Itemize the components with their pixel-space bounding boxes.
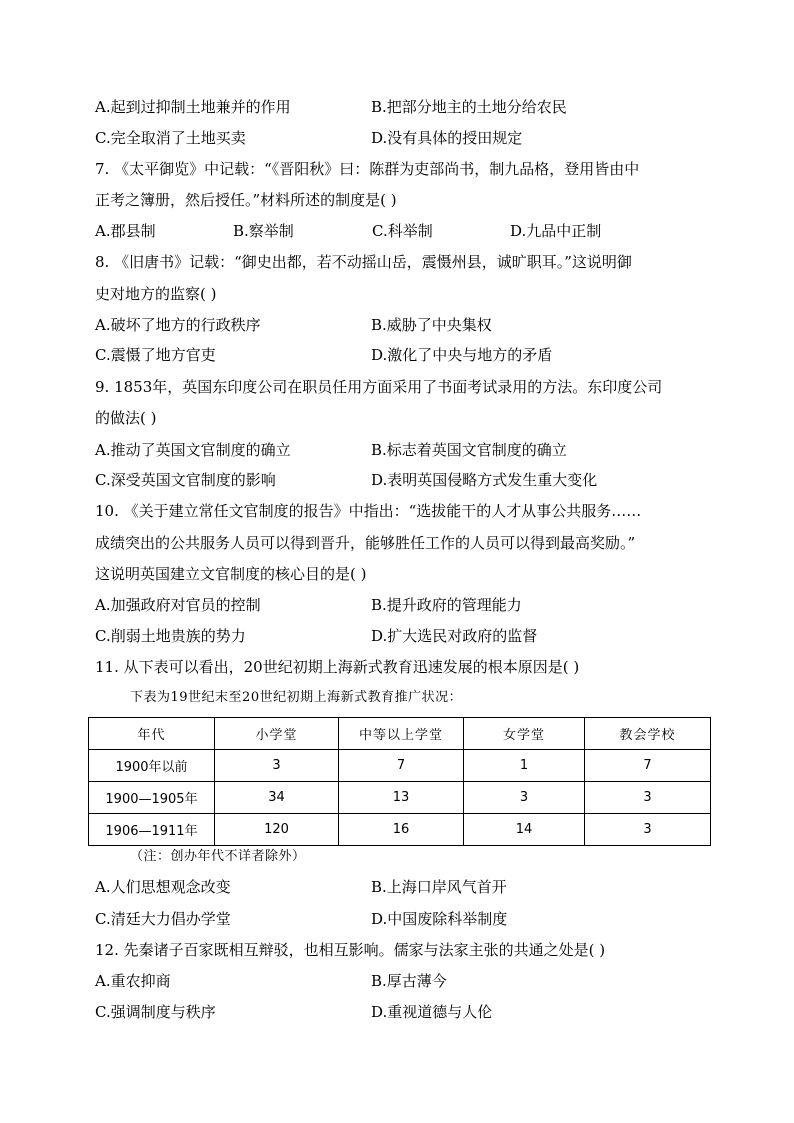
q9-options [95, 440, 715, 460]
table-cell: 16 [339, 814, 464, 846]
q8-stem-line2: 史对地方的监察( ) [95, 285, 217, 303]
q6-option-d[interactable]: D.没有具体的授田规定 [371, 129, 523, 147]
q11-option-c[interactable]: C.清廷大力倡办学堂 [95, 910, 231, 928]
q9-option-b[interactable]: B.标志着英国文官制度的确立 [371, 441, 567, 459]
q12-option-d[interactable]: D.重视道德与人伦 [371, 1003, 493, 1021]
table-header-row [89, 718, 711, 750]
q9-option-c[interactable]: C.深受英国文官制度的影响 [95, 471, 276, 489]
q8-option-d[interactable]: D.激化了中央与地方的矛盾 [371, 346, 553, 364]
q9-stem-line2: 的做法( ) [95, 409, 157, 427]
q11-options-row2 [95, 909, 715, 929]
table-cell: 34 [215, 782, 339, 814]
table-header-cell: 教会学校 [585, 718, 711, 750]
q8-stem-line1: 8. 《旧唐书》记载：“御史出都，若不动摇山岳，震慑州县，诚旷职耳。”这说明御 [95, 253, 632, 271]
table-header-cell: 小学堂 [215, 718, 339, 750]
q7-option-a[interactable]: A.郡县制 [95, 222, 156, 240]
q9-stem-line1: 9. 1853年，英国东印度公司在职员任用方面采用了书面考试录用的方法。东印度公司 [95, 378, 663, 396]
q12-stem-line1: 12. 先秦诸子百家既相互辩驳，也相互影响。儒家与法家主张的共通之处是( ) [95, 941, 606, 959]
q12-option-b[interactable]: B.厚古薄今 [371, 972, 447, 990]
table-cell: 3 [464, 782, 585, 814]
table-cell: 1900—1905年 [89, 782, 215, 814]
q12-option-c[interactable]: C.强调制度与秩序 [95, 1003, 216, 1021]
q11-option-b[interactable]: B.上海口岸风气首开 [371, 878, 507, 896]
table-cell: 3 [585, 782, 711, 814]
table-cell: 7 [585, 750, 711, 782]
table-cell: 1906—1911年 [89, 814, 215, 846]
q11-table-note: （注：创办年代不详者除外） [130, 849, 306, 864]
q6-option-b[interactable]: B.把部分地主的土地分给农民 [371, 98, 567, 116]
table-header-cell: 年代 [89, 718, 215, 750]
q6-options-row2 [95, 128, 715, 148]
q7-option-c[interactable]: C.科举制 [372, 222, 433, 240]
q7-options [95, 221, 715, 241]
table-cell: 1 [464, 750, 585, 782]
q10-stem-line2: 成绩突出的公共服务人员可以得到晋升，能够胜任工作的人员可以得到最高奖励。” [95, 534, 636, 552]
q10-option-d[interactable]: D.扩大选民对政府的监督 [371, 627, 538, 645]
q12-options-row2 [95, 1002, 715, 1022]
table-cell: 3 [215, 750, 339, 782]
q10-stem-line1: 10. 《关于建立常任文官制度的报告》中指出：“选拔能干的人才从事公共服务…… [95, 502, 642, 520]
q10-stem-line3: 这说明英国建立文官制度的核心目的是( ) [95, 565, 367, 583]
q8-option-b[interactable]: B.威胁了中央集权 [371, 316, 492, 334]
q10-options-row2 [95, 626, 715, 646]
table-row [89, 750, 711, 782]
table-cell: 1900年以前 [89, 750, 215, 782]
q12-option-a[interactable]: A.重农抑商 [95, 972, 171, 990]
q9-option-a[interactable]: A.推动了英国文官制度的确立 [95, 441, 291, 459]
table-cell: 13 [339, 782, 464, 814]
q8-options-row2 [95, 345, 715, 365]
q10-options [95, 595, 715, 615]
q6-options [95, 97, 715, 117]
q7-stem-line1: 7. 《太平御览》中记载：“《晋阳秋》曰：陈群为吏部尚书，制九品格，登用皆由中 [95, 160, 640, 178]
q11-option-a[interactable]: A.人们思想观念改变 [95, 878, 231, 896]
q11-data-table [88, 717, 711, 846]
table-header-cell: 中等以上学堂 [339, 718, 464, 750]
table-cell: 7 [339, 750, 464, 782]
table-row [89, 782, 711, 814]
q11-table-caption: 下表为19世纪末至20世纪初期上海新式教育推广状况： [130, 690, 463, 705]
table-cell: 14 [464, 814, 585, 846]
q9-options-row2 [95, 470, 715, 490]
q10-option-a[interactable]: A.加强政府对官员的控制 [95, 596, 261, 614]
table-cell: 120 [215, 814, 339, 846]
q12-options [95, 971, 715, 991]
q8-options [95, 315, 715, 335]
q9-option-d[interactable]: D.表明英国侵略方式发生重大变化 [371, 471, 598, 489]
table-header-cell: 女学堂 [464, 718, 585, 750]
q7-option-b[interactable]: B.察举制 [233, 222, 294, 240]
q8-option-a[interactable]: A.破坏了地方的行政秩序 [95, 316, 261, 334]
q7-stem-line2: 正考之簿册，然后授任。”材料所述的制度是( ) [95, 191, 397, 209]
q8-option-c[interactable]: C.震慑了地方官吏 [95, 346, 216, 364]
q10-option-b[interactable]: B.提升政府的管理能力 [371, 596, 522, 614]
table-row [89, 814, 711, 846]
q11-option-d[interactable]: D.中国废除科举制度 [371, 910, 508, 928]
q7-option-d[interactable]: D.九品中正制 [510, 222, 602, 240]
q11-stem-line1: 11. 从下表可以看出，20世纪初期上海新式教育迅速发展的根本原因是( ) [95, 658, 580, 676]
q6-option-a[interactable]: A.起到过抑制土地兼并的作用 [95, 98, 291, 116]
q10-option-c[interactable]: C.削弱土地贵族的势力 [95, 627, 246, 645]
q6-option-c[interactable]: C.完全取消了土地买卖 [95, 129, 246, 147]
q11-options [95, 877, 715, 897]
table-cell: 3 [585, 814, 711, 846]
